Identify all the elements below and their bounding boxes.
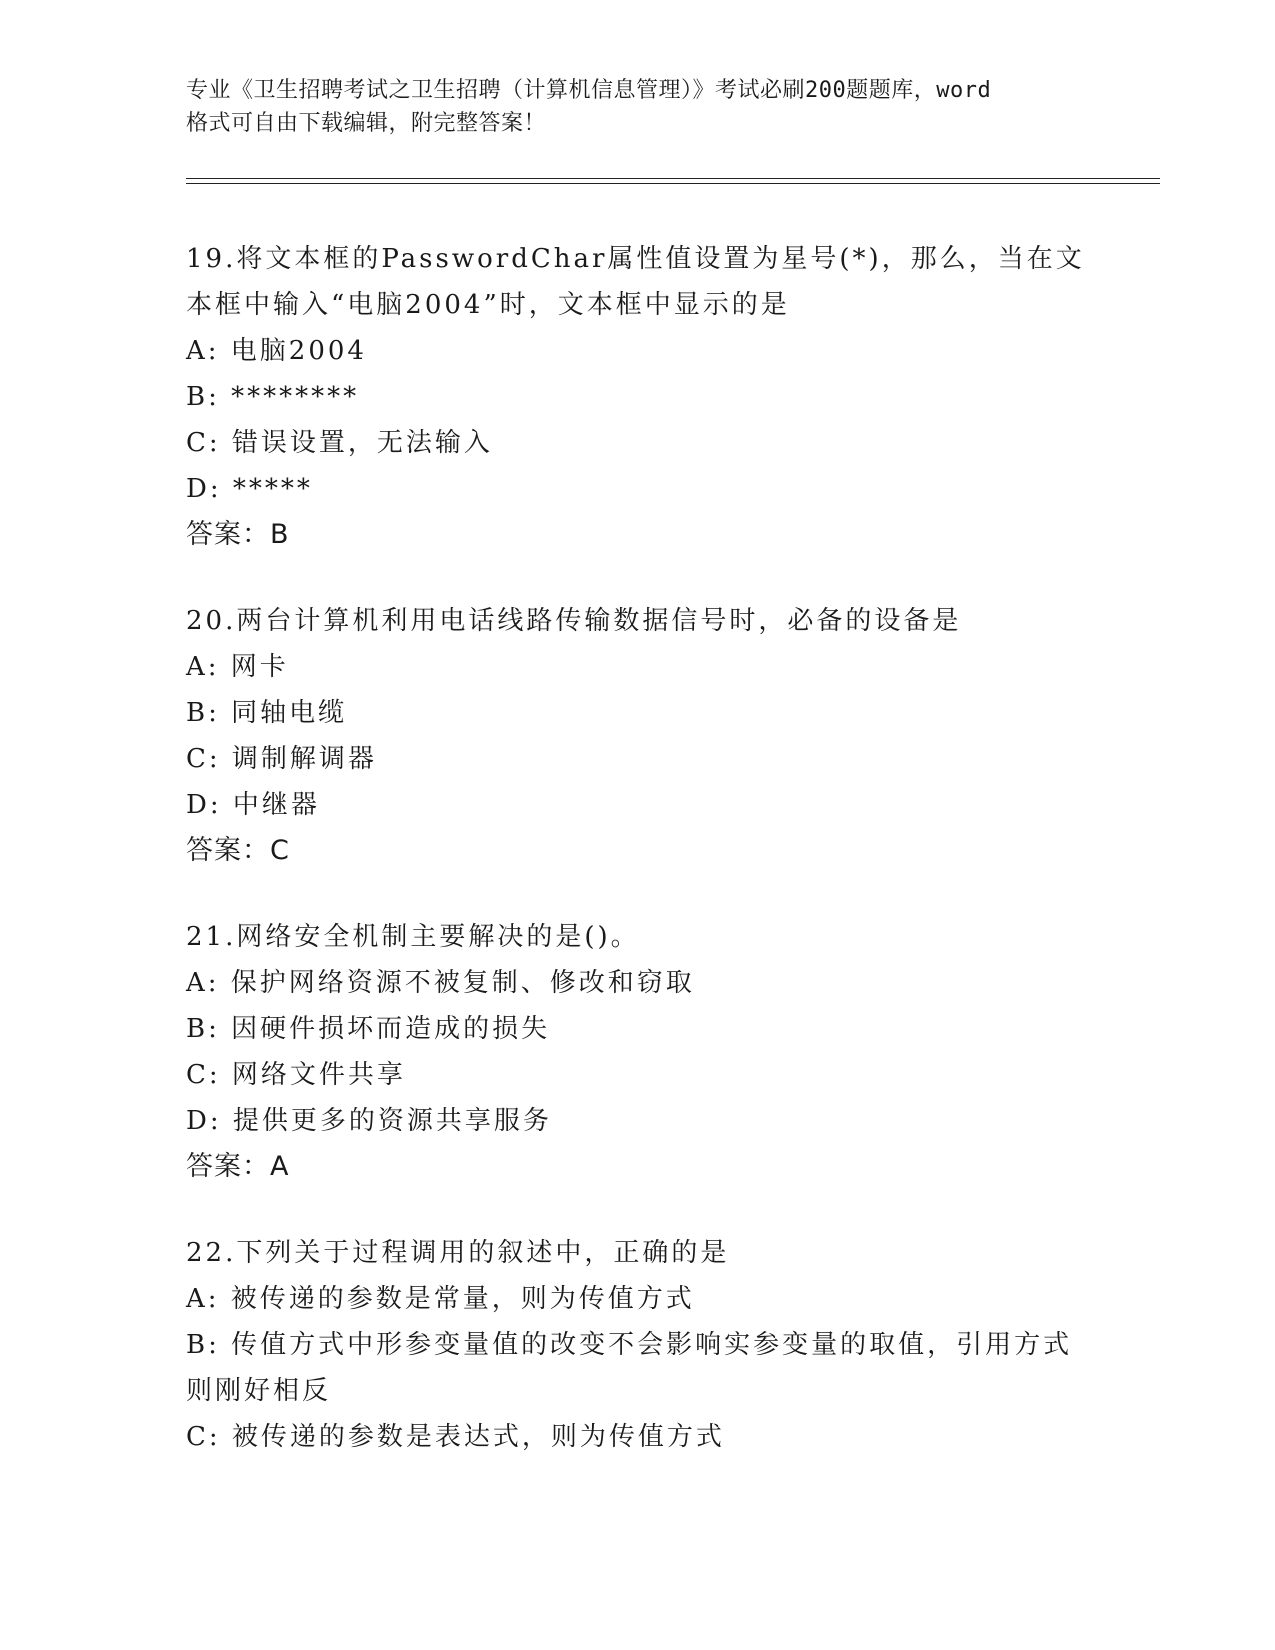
answer-line: 答案：B [186,519,290,550]
option-d: D: 提供更多的资源共享服务 [186,1106,552,1136]
question-19 [186,236,1086,558]
question-text: 19.将文本框的PasswordChar属性值设置为星号(*)，那么，当在文本框中输入“电脑2004”时，文本框中显示的是 [186,244,1085,320]
answer-line: 答案：C [186,835,290,866]
question-text: 20.两台计算机利用电话线路传输数据信号时，必备的设备是 [186,606,962,636]
option-a: A: 网卡 [186,652,289,682]
question-text: 22.下列关于过程调用的叙述中，正确的是 [186,1238,730,1268]
option-a: A: 电脑2004 [186,336,367,366]
header-line-1: 专业《卫生招聘考试之卫生招聘（计算机信息管理）》考试必刷200题题库，word [186,78,992,103]
answer-line: 答案：A [186,1151,290,1182]
header-divider-bottom [186,183,1160,184]
option-b: B: ******** [186,382,360,412]
question-21 [186,914,1086,1190]
header-divider-top [186,178,1160,179]
option-c: C: 被传递的参数是表达式，则为传值方式 [186,1422,725,1452]
option-c: C: 调制解调器 [186,744,377,774]
option-d: D: 中继器 [186,790,320,820]
header-line-2: 格式可自由下载编辑，附完整答案！ [186,111,547,136]
question-list [186,236,1086,1500]
question-text: 21.网络安全机制主要解决的是()。 [186,922,640,952]
option-c: C: 错误设置，无法输入 [186,428,493,458]
option-a: A: 保护网络资源不被复制、修改和窃取 [186,968,695,998]
question-20 [186,598,1086,874]
option-a: A: 被传递的参数是常量，则为传值方式 [186,1284,695,1314]
option-c: C: 网络文件共享 [186,1060,406,1090]
option-b: B: 传值方式中形参变量值的改变不会影响实参变量的取值，引用方式则刚好相反 [186,1330,1073,1406]
option-b: B: 同轴电缆 [186,698,348,728]
question-22 [186,1230,1086,1460]
option-d: D: ***** [186,474,313,504]
option-b: B: 因硬件损坏而造成的损失 [186,1014,551,1044]
document-header [186,74,1086,140]
